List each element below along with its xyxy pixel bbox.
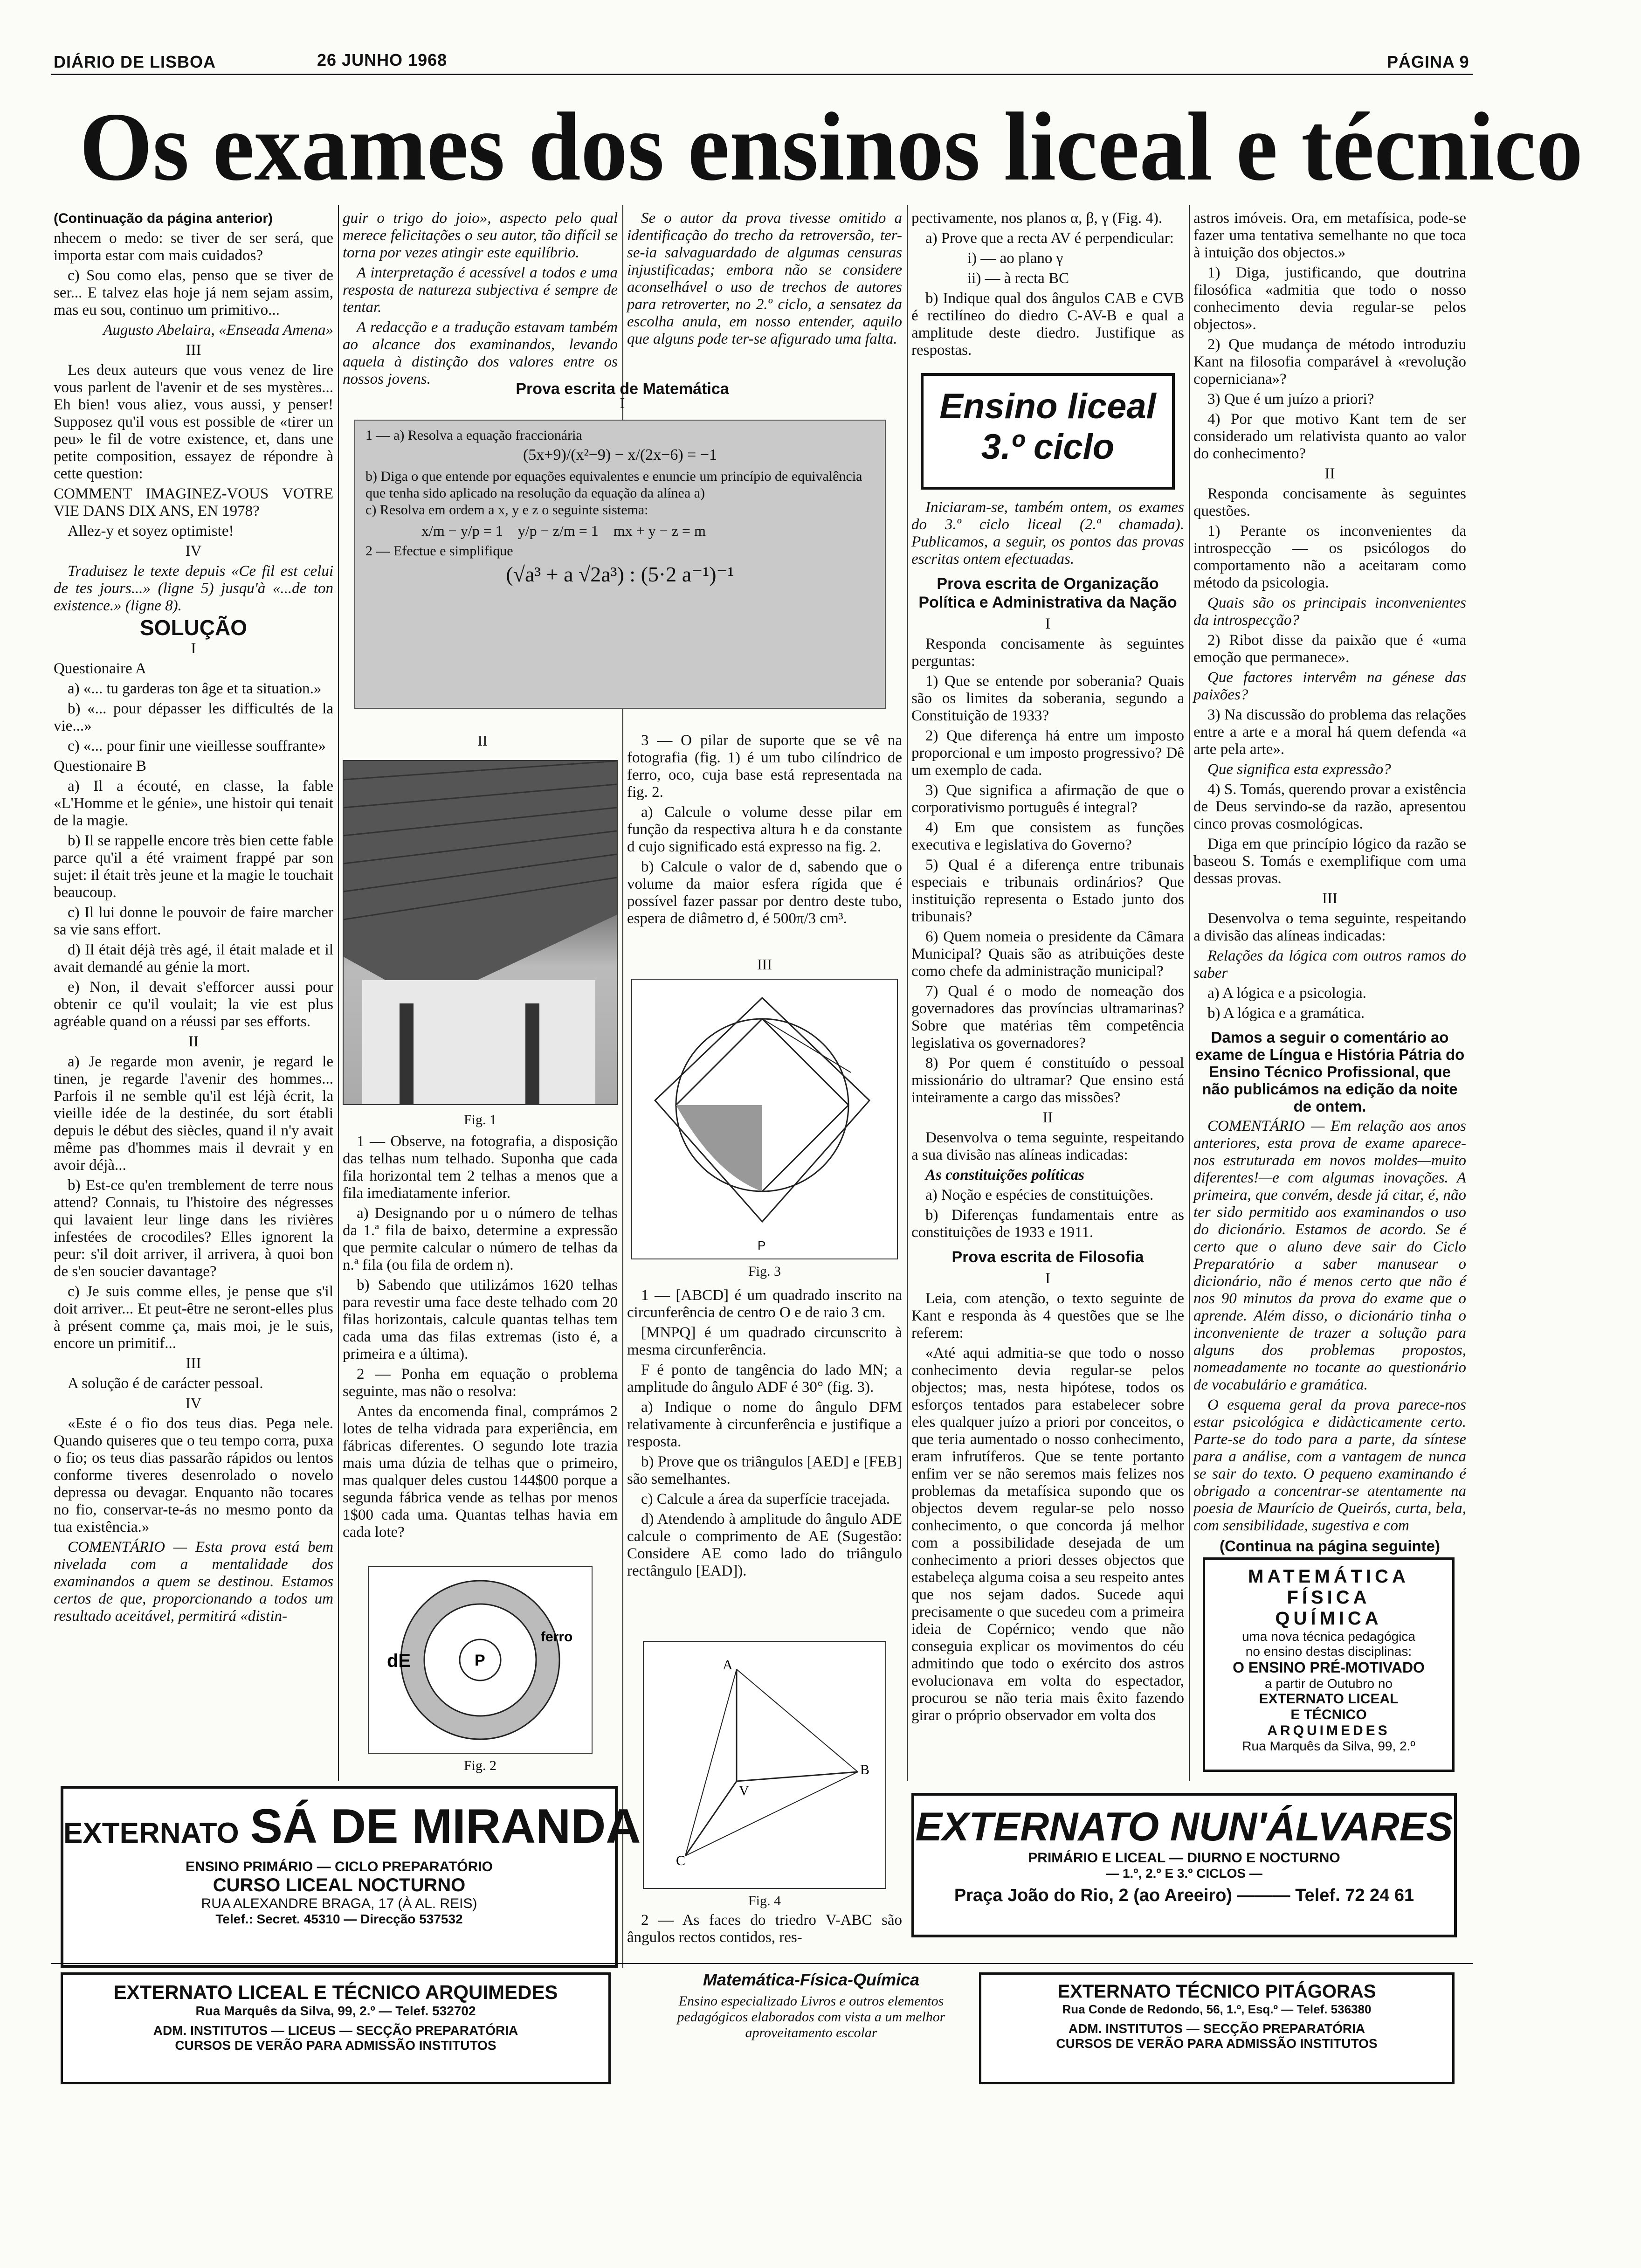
svg-text:dE: dE bbox=[387, 1651, 411, 1671]
ad-title bbox=[63, 1799, 641, 1854]
pipe-cross-section-figure bbox=[368, 1567, 592, 1753]
commentary: COMENTÁRIO — Esta prova está bem nivelada com a mentalidade dos examinandos a quem se destinou. Estamos certos de que, proporcionando a todos um resultado aceitável, permitirá «distin- bbox=[54, 1539, 333, 1625]
ad-line: ADM. INSTITUTOS — LICEUS — SECÇÃO PREPARATÓRIA bbox=[153, 2023, 518, 2038]
question: a) A lógica e a psicologia. bbox=[1207, 985, 1366, 1002]
question: 7) Qual é o modo de nomeação dos governadores das províncias ultramarinas? Sobre que matérias têm competência legislativa os governadores? bbox=[911, 983, 1184, 1051]
question: 3) Que significa a afirmação de que o corporativismo português é integral? bbox=[911, 782, 1184, 816]
paragraph: Traduisez le texte depuis «Ce fil est celui de tes jours...» (ligne 5) jusqu'à «...de ton existence.» (ligne 8). bbox=[54, 563, 333, 614]
svg-text:P: P bbox=[475, 1652, 485, 1669]
question: As constituições políticas bbox=[925, 1167, 1085, 1183]
question: 4) Em que consistem as funções executiva e legislativa do Governo? bbox=[911, 819, 1184, 853]
question: 3) Na discussão do problema das relações entre a arte e a moral há quem defenda «a arte pela arte». bbox=[1193, 706, 1466, 758]
ad-line: uma nova técnica pedagógica bbox=[1241, 1629, 1416, 1644]
question: 4) Por que motivo Kant tem de ser considerado um relativista quanto ao valor do conhecimento? bbox=[1193, 411, 1466, 462]
answer: b) Il se rappelle encore très bien cette fable parce qu'il a été vraiment frappé par son sujet: il était très jeune et la magie le touchait beaucoup. bbox=[54, 832, 333, 901]
ad-line: EXTERNATO LICEAL bbox=[1259, 1691, 1399, 1707]
answer: a) Il a écouté, en classe, la fable «L'Homme et le génie», une histoir qui tenait de la magie. bbox=[54, 778, 333, 829]
svg-text:A: A bbox=[723, 1657, 733, 1673]
trihedron-figure bbox=[643, 1641, 886, 1888]
question: 3) Que é um juízo a priori? bbox=[1207, 391, 1374, 408]
roof-tiles-drawing bbox=[344, 761, 617, 1104]
solution-heading: SOLUÇÃO bbox=[140, 615, 247, 640]
continuation-note: (Continua na página seguinte) bbox=[1219, 1537, 1440, 1555]
paragraph: Les deux auteurs que vous venez de lire vous parlent de l'avenir et de ses mystères... Eh bien! vous aliez, vous aussi, y penser! Supposez qu'il vous est possible de «tirer un peu» le fil de votre existence, et, dans une petite composition, essayez de répondre à cette question: bbox=[54, 362, 333, 482]
section-number: I bbox=[620, 394, 625, 411]
answer: b) Est-ce qu'en tremblement de terre nous attend? Connais, tu l'histoire des négresses qui lavaient leur linge dans les rivières infestées de crocodiles? Elles ignorent la peur: s'il doit arriver, il arrivera, à quoi bon de s'en soucier davantage? bbox=[54, 1177, 333, 1280]
issue-date: 26 JUNHO 1968 bbox=[317, 50, 448, 69]
problem: 1 — Observe, na fotografia, a disposição das telhas num telhado. Suponha que cada fila horizontal tem 2 telhas a menos que a fila imediatamente inferior. bbox=[343, 1133, 618, 1202]
section-number: III bbox=[186, 1355, 201, 1372]
question: 2 — Efectue e simplifique bbox=[365, 543, 513, 559]
ad-title: EXTERNATO TÉCNICO PITÁGORAS bbox=[1057, 1981, 1376, 2002]
ad-title: EXTERNATO LICEAL E TÉCNICO ARQUIMEDES bbox=[113, 1981, 558, 2003]
ad-line: ENSINO PRIMÁRIO — CICLO PREPARATÓRIO bbox=[186, 1859, 493, 1874]
section-number: III bbox=[757, 956, 772, 973]
math-problem-continued bbox=[627, 1912, 902, 1949]
commentary-continued bbox=[627, 210, 902, 364]
question: Responda concisamente às seguintes perguntas: bbox=[911, 636, 1184, 670]
intro: Iniciaram-se, também ontem, os exames do 3.º ciclo liceal (2.ª chamada). Publicamos, a seguir, os pontos das provas escritas ontem efectuadas. bbox=[911, 499, 1184, 567]
section-number: II bbox=[1042, 1109, 1053, 1126]
svg-text:C: C bbox=[676, 1853, 686, 1868]
section-rule bbox=[51, 1963, 1473, 1964]
ad-line: MATEMÁTICA bbox=[1248, 1566, 1409, 1587]
svg-text:P: P bbox=[758, 1238, 766, 1252]
ad-title: Matemática-Física-Química bbox=[703, 1970, 920, 1989]
ad-line: aproveitamento escolar bbox=[745, 2025, 877, 2040]
ad-line: Rua Marquês da Silva, 99, 2.º — Telef. 532702 bbox=[195, 2004, 476, 2018]
section-number: IV bbox=[185, 1395, 202, 1412]
subheading: Questionaire A bbox=[54, 660, 146, 677]
philosophy-and-commentary-column bbox=[1193, 210, 1466, 1553]
math-exam-title: Prova escrita de Matemática bbox=[516, 380, 729, 398]
header-rule bbox=[51, 74, 1473, 75]
ad-mfq-materials bbox=[615, 1970, 1007, 2082]
question: Desenvolva o tema seguinte, respeitando a divisão das alíneas indicadas: bbox=[1193, 910, 1466, 944]
paragraph: pectivamente, nos planos α, β, γ (Fig. 4). bbox=[911, 210, 1163, 227]
math-geometry-problems bbox=[627, 1287, 902, 1641]
answer: b) «... pour dépasser les difficultés de la vie...» bbox=[54, 700, 333, 734]
lead-paragraph: Damos a seguir o comentário ao exame de Língua e História Pátria do Ensino Técnico Profissional, que não publicámos na edição da noite de ontem. bbox=[1195, 1029, 1465, 1115]
section-number: II bbox=[188, 1033, 199, 1050]
citation: Augusto Abelaira, «Enseada Amena» bbox=[103, 322, 333, 339]
answer: c) Il lui donne le pouvoir de faire marcher sa vie sans effort. bbox=[54, 904, 333, 938]
ad-nun-alvares bbox=[911, 1793, 1457, 1937]
problem: F é ponto de tangência do lado MN; a amplitude do ângulo ADF é 30° (fig. 3). bbox=[627, 1362, 902, 1396]
headline: Os exames dos ensinos liceal e técnico bbox=[79, 93, 1583, 201]
circle-square-figure bbox=[632, 979, 897, 1259]
answer: a) Je regarde mon avenir, je regard le tinen, je regarde l'avenir des hommes... Parfois il ne semble qu'il est léjà écrit, la vieille idée de la destinée, du sort établi depuis le début des siècles, quand il n'y avait même pas d'hommes mais il devrait y en avoir déjà... bbox=[54, 1053, 333, 1174]
commentary-continued bbox=[343, 210, 618, 387]
question: Leia, com atenção, o texto seguinte de Kant e responda às 4 questões que se lhe referem: bbox=[911, 1290, 1184, 1341]
paragraph: ii) — à recta BC bbox=[967, 270, 1069, 287]
section-number: I bbox=[1045, 615, 1050, 632]
question: 6) Quem nomeia o presidente da Câmara Municipal? Quais são as atribuições deste como chefe da administração municipal? bbox=[911, 928, 1184, 980]
figure-caption: Fig. 3 bbox=[748, 1264, 781, 1279]
paragraph: A interpretação é acessível a todos e uma resposta de natureza subjectiva é sempre de tentar. bbox=[343, 264, 618, 316]
paragraph: a) Prove que a recta AV é perpendicular: bbox=[925, 230, 1174, 247]
paragraph: Se o autor da prova tivesse omitido a identificação do trecho da retroversão, ter-se-ia salvaguardado de algumas censuras injustificadas; embora não se considere aconselhável o uso de trechos de autores para retroverter, no 2.º ciclo, a sensatez da escolha anula, em nosso entender, aquilo que alguns pode ter-se afigurado uma falta. bbox=[627, 210, 902, 347]
ad-line: CURSO LICEAL NOCTURNO bbox=[213, 1875, 466, 1895]
problem: b) Calcule o valor de d, sabendo que o volume da maior esfera rígida que é possível fazer passar por dentro deste tubo, espera de diâmetro d, é 500π/3 cm³. bbox=[627, 858, 902, 927]
question: Quais são os principais inconvenientes da introspecção? bbox=[1193, 595, 1466, 629]
ad-line: E TÉCNICO bbox=[1290, 1707, 1367, 1722]
section-number: I bbox=[191, 640, 196, 657]
question: Que factores intervêm na génese das paixões? bbox=[1193, 669, 1466, 703]
exam-title: Prova escrita de Filosofia bbox=[952, 1248, 1144, 1266]
question: Responda concisamente às seguintes questões. bbox=[1193, 485, 1466, 519]
ad-line: CURSOS DE VERÃO PARA ADMISSÃO INSTITUTOS bbox=[1056, 2036, 1378, 2051]
ad-line: Rua Conde de Redondo, 56, 1.º, Esq.º — Telef. 536380 bbox=[1062, 2002, 1372, 2016]
svg-text:B: B bbox=[860, 1762, 870, 1777]
problem: Antes da encomenda final, comprámos 2 lotes de telha vidrada para experiência, em fábricas diferentes. O segundo lote trazia mais uma dúzia de telhas que o primeiro, mas qualquer deles custou 144$00 porque a segunda fábrica vende as telhas por menos 1$00 cada uma. Quantas telhas havia em cada lote? bbox=[343, 1403, 618, 1541]
ad-arquimedes bbox=[61, 1972, 611, 2084]
box-title: Ensino liceal bbox=[939, 387, 1156, 426]
question: a) Noção e espécies de constituições. bbox=[925, 1187, 1154, 1203]
paragraph: c) Sou como elas, penso que se tiver de ser... E talvez elas hoje já nem sejam assim, mas eu sou, continuo um primitivo... bbox=[54, 267, 333, 318]
question: c) Resolva em ordem a x, y e z o seguinte sistema: bbox=[365, 502, 648, 518]
problem: b) Prove que os triângulos [AED] e [FEB] são semelhantes. bbox=[627, 1453, 902, 1487]
fig2-drawing bbox=[368, 1567, 592, 1753]
question: 1) Diga, justificando, que doutrina filosófica «admitia que todo o nosso conhecimento devia regular-se pelos objectos». bbox=[1193, 264, 1466, 333]
french-exam-column bbox=[54, 210, 333, 1777]
continuation-note: (Continuação da página anterior) bbox=[54, 211, 273, 226]
svg-text:ferro: ferro bbox=[541, 1629, 573, 1645]
column-rule bbox=[907, 205, 908, 1781]
fig3-drawing bbox=[632, 979, 897, 1259]
problem: d) Atendendo à amplitude do ângulo ADE calcule o comprimento de AE (Sugestão: Considere AE como lado do triângulo rectângulo [EAD]). bbox=[627, 1511, 902, 1579]
ad-pitagoras bbox=[979, 1972, 1455, 2084]
question: Relações da lógica com outros ramos do saber bbox=[1193, 947, 1466, 982]
ad-line: ARQUIMEDES bbox=[1267, 1723, 1390, 1738]
paragraph: b) Indique qual dos ângulos CAB e CVB é rectilíneo do diedro C-AV-B e qual a amplitude deste diedro. Justifique as respostas. bbox=[911, 290, 1184, 359]
answer: A solução é de carácter pessoal. bbox=[68, 1375, 263, 1392]
answer: c) «... pour finir une vieillesse souffrante» bbox=[68, 738, 326, 754]
ad-line: no ensino destas disciplinas: bbox=[1245, 1644, 1412, 1659]
paragraph: guir o trigo do joio», aspecto pelo qual merece felicitações o seu autor, tão difícil se torna por vezes atingir este equilíbrio. bbox=[343, 210, 618, 261]
answer: «Este é o fio dos teus dias. Pega nele. Quando quiseres que o teu tempo corra, puxa o fio; os teus dias passarão rápidos ou lentos conforme tiveres desenrolado o novelo depressa ou devagar. Enquanto não tocares no fio, conservar-te-ás no mesmo ponto da tua existência.» bbox=[54, 1415, 333, 1535]
paragraph: i) — ao plano γ bbox=[967, 250, 1063, 267]
answer: a) «... tu garderas ton âge et ta situation.» bbox=[68, 680, 322, 697]
answer: d) Il était déjà très agé, il était malade et il avait demandé au génie la mort. bbox=[54, 941, 333, 975]
question: 1 — a) Resolva a equação fraccionária bbox=[365, 428, 582, 443]
subheading: Questionaire B bbox=[54, 758, 146, 774]
ad-line: pedagógicos elaborados com vista a um melhor bbox=[677, 2009, 945, 2025]
section-number: I bbox=[1045, 1270, 1050, 1287]
figure-caption: Fig. 1 bbox=[463, 1112, 497, 1127]
paragraph: astros imóveis. Ora, em metafísica, pode-se fazer uma tentativa semelhante no que toca à intuição dos objectos.» bbox=[1193, 210, 1466, 261]
ad-title-part: EXTERNATO bbox=[63, 1817, 239, 1849]
section-number: IV bbox=[185, 543, 202, 560]
question: 1) Perante os inconvenientes da introspecção — os psicólogos do comportamento não a aceitaram como método da psicologia. bbox=[1193, 523, 1466, 591]
commentary: COMENTÁRIO — Em relação aos anos anteriores, esta prova de exame aparece-nos estruturada em novos moldes—muito diferentes!—e com algumas inovações. A primeira, que convém, desde já citar, é, não ter sido permitido aos examinandos o uso do dicionário. Estamos de acordo. Se é certo que o aluno deve sair do Ciclo Preparatório a saber manusear o dicionário, não é menos certo que não é nos 90 minutos da prova do exame que o aprende. Além disso, o dicionário tinha o inconveniente de trazer a solução para alguns dos problemas propostos, nomeadamente no tocante ao questionário de vocabulário e gramática. bbox=[1193, 1118, 1466, 1393]
commentary: O esquema geral da prova parece-nos estar psicológica e didàcticamente certo. Parte-se do todo para a parte, da síntese para a análise, com a vantagem de nunca se sair do texto. O pequeno examinando é obrigado a concentrar-se atentamente na poesia de Maurício de Queirós, curta, bela, com sensibilidade, sugestiva e com bbox=[1193, 1397, 1466, 1534]
question: Que significa esta expressão? bbox=[1207, 761, 1391, 778]
ad-line: ADM. INSTITUTOS — SECÇÃO PREPARATÓRIA bbox=[1068, 2021, 1365, 2036]
ad-line: CURSOS DE VERÃO PARA ADMISSÃO INSTITUTOS bbox=[175, 2038, 496, 2053]
ad-line: — 1.º, 2.º E 3.º CICLOS — bbox=[1106, 1866, 1262, 1881]
problem: 3 — O pilar de suporte que se vê na fotografia (fig. 1) é um tubo cilíndrico de ferro, oco, cuja base está representada na fig. 2. bbox=[627, 732, 902, 801]
problem: b) Sabendo que utilizámos 1620 telhas para revestir uma face deste telhado com 20 filas horizontais, calcule quantas telhas tem cada uma das filas extremas (isto é, a primeira e a última). bbox=[343, 1277, 618, 1362]
ad-line: RUA ALEXANDRE BRAGA, 17 (À AL. REIS) bbox=[201, 1896, 477, 1911]
problem: c) Calcule a área da superfície tracejada. bbox=[641, 1491, 890, 1507]
problem: [MNPQ] é um quadrado circunscrito à mesma circunferência. bbox=[627, 1324, 902, 1358]
section-number: II bbox=[1324, 465, 1335, 482]
ad-line: PRIMÁRIO E LICEAL — DIURNO E NOCTURNO bbox=[1028, 1850, 1340, 1866]
expression: (√a³ + a √2a³) : (5·2 a⁻¹)⁻¹ bbox=[506, 562, 734, 586]
equation: (5x+9)/(x²−9) − x/(2x−6) = −1 bbox=[523, 446, 717, 463]
ad-title: EXTERNATO NUN'ÁLVARES bbox=[915, 1805, 1453, 1849]
question: 4) S. Tomás, querendo provar a existência de Deus servindo-se da razão, apresentou cinco provas cosmológicas. bbox=[1193, 781, 1466, 832]
question: 5) Qual é a diferença entre tribunais especiais e tribunais ordinários? Que instituição representa o Estado junto dos tribunais? bbox=[911, 857, 1184, 925]
exam-title: Prova escrita de Organização Política e Administrativa da Nação bbox=[918, 575, 1177, 611]
paragraph: Allez-y et soyez optimiste! bbox=[68, 523, 234, 539]
roof-photograph bbox=[343, 760, 618, 1105]
section-box-ensino-liceal bbox=[921, 373, 1175, 490]
problem: 2 — As faces do triedro V-ABC são ângulos rectos contidos, res- bbox=[627, 1912, 902, 1946]
problem: 1 — [ABCD] é um quadrado inscrito na circunferência de centro O e de raio 3 cm. bbox=[627, 1287, 902, 1321]
math-problem-end bbox=[911, 210, 1184, 359]
paragraph: COMMENT IMAGINEZ-VOUS VOTRE VIE DANS DIX ANS, EN 1978? bbox=[54, 485, 333, 519]
quotation: «Até aqui admitia-se que todo o nosso conhecimento devia regular-se pelos objectos; mas, nesta hipótese, todos os esforços tentados para estabelecer sobre eles qualquer juízo a priori por conceitos, o que teria aumentado o nosso conhecimento, eram infrutíferos. Que se tente portanto enfim ver se não seremos mais felizes nos problemas da metafísica supondo que os objectos devem regular-se pelo nosso conhecimento, o que concorda já melhor com a possibilidade desejada de um conhecimento a priori desses objectos que estabeleça alguma coisa a seu respeito antes que nos sejam dados. Sucede aqui precisamente o que sucedeu com a primeira ideia de Copérnico; vendo que não conseguia explicar os movimentos do céu admitindo que todo o exército dos astros evolucionava em volta do espectador, procurou se não teria mais êxito fazendo girar o próprio observador em volta dos bbox=[911, 1345, 1184, 1724]
question: 2) Que mudança de método introduziu Kant na filosofia comparável à «revolução coperniciana»? bbox=[1193, 336, 1466, 387]
column-rule bbox=[1189, 205, 1190, 1781]
figure-caption: Fig. 2 bbox=[463, 1758, 497, 1773]
math-questions-image bbox=[354, 420, 886, 709]
math-problems-section-2 bbox=[343, 1133, 618, 1543]
question: 2) Que diferença há entre um imposto proporcional e um imposto progressivo? Dê um exemplo de cada. bbox=[911, 727, 1184, 779]
ad-line: Ensino especializado Livros e outros elementos bbox=[678, 1993, 944, 2009]
ad-line: Rua Marquês da Silva, 99, 2.º bbox=[1242, 1739, 1415, 1753]
ad-line: O ENSINO PRÉ-MOTIVADO bbox=[1233, 1659, 1425, 1676]
problem: a) Calcule o volume desse pilar em função da respectiva altura h e da constante d cujo significado está expresso na fig. 2. bbox=[627, 804, 902, 855]
newspaper-name: DIÁRIO DE LISBOA bbox=[54, 52, 216, 71]
ad-title-part: SÁ DE MIRANDA bbox=[250, 1799, 641, 1853]
ad-line: Telef.: Secret. 45310 — Direcção 537532 bbox=[215, 1912, 463, 1926]
problem: a) Designando por u o número de telhas da 1.ª fila de baixo, determine a expressão que permite calcular o número de telhas da n.ª fila (ou fila de ordem n). bbox=[343, 1205, 618, 1273]
question: b) Diga o que entende por equações equivalentes e enuncie um princípio de equivalência que tenha sido aplicado na resolução da equação da alínea a) bbox=[365, 469, 862, 501]
figure-caption: Fig. 4 bbox=[748, 1893, 781, 1908]
section-number: III bbox=[186, 342, 201, 359]
section-number: II bbox=[477, 732, 488, 749]
box-subtitle: 3.º ciclo bbox=[981, 427, 1115, 467]
ad-line: Praça João do Rio, 2 (ao Areeiro) bbox=[954, 1886, 1233, 1905]
ad-line: a partir de Outubro no bbox=[1265, 1676, 1393, 1691]
question: 2) Ribot disse da paixão que é «uma emoção que permanece». bbox=[1193, 632, 1466, 666]
ad-line: QUÍMICA bbox=[1275, 1608, 1382, 1629]
third-cycle-exams-column bbox=[911, 499, 1184, 1781]
ad-line: FÍSICA bbox=[1287, 1587, 1371, 1608]
question: Diga em que princípio lógico da razão se baseou S. Tomás e exemplifique com uma dessas provas. bbox=[1193, 836, 1466, 887]
fig4-drawing bbox=[643, 1641, 886, 1888]
paragraph: nhecem o medo: se tiver de ser será, que importa estar com mais cuidados? bbox=[54, 230, 333, 264]
question: b) A lógica e a gramática. bbox=[1207, 1005, 1365, 1022]
svg-text:V: V bbox=[739, 1783, 749, 1798]
ad-arquimedes-mfq bbox=[1203, 1557, 1455, 1772]
problem: a) Indique o nome do ângulo DFM relativamente à circunferência e justifique a resposta. bbox=[627, 1399, 902, 1450]
ad-sa-de-miranda bbox=[61, 1786, 641, 1968]
ad-phone: Telef. 72 24 61 bbox=[1295, 1886, 1414, 1905]
answer: e) Non, il devait s'efforcer aussi pour obtenir ce qu'il voulait; la vie est plus agréable quand on a réussi par ses efforts. bbox=[54, 979, 333, 1030]
question: 8) Por quem é constituído o pessoal missionário do ultramar? Que ensino está inteiramente a cargo das missões? bbox=[911, 1055, 1184, 1106]
page-number: PÁGINA 9 bbox=[1387, 52, 1469, 71]
answer: c) Je suis comme elles, je pense que s'il doit arriver... Et peut-être ne seront-elles plus à présent comme ça, mais moi, je le suis, encore un primitif... bbox=[54, 1283, 333, 1352]
problem: 2 — Ponha em equação o problema seguinte, mas não o resolva: bbox=[343, 1366, 618, 1400]
question: b) Diferenças fundamentais entre as constituições de 1933 e 1911. bbox=[911, 1207, 1184, 1241]
math-problem-3 bbox=[627, 732, 902, 942]
column-rule bbox=[338, 205, 339, 1781]
question: Desenvolva o tema seguinte, respeitando a sua divisão nas alíneas indicadas: bbox=[911, 1129, 1184, 1163]
section-number: III bbox=[1322, 890, 1338, 907]
ad-address: Praça João do Rio, 2 (ao Areeiro) ——— Telef. 72 24 61 bbox=[954, 1886, 1414, 1905]
system-of-equations: x/m − y/p = 1 y/p − z/m = 1 mx + y − z = m bbox=[421, 522, 706, 539]
question: 1) Que se entende por soberania? Quais são os limites da soberania, segundo a Constituição de 1933? bbox=[911, 673, 1184, 724]
paragraph: A redacção e a tradução estavam também ao alcance dos examinandos, levando aquela à distinção dos valores entre os nossos jovens. bbox=[343, 319, 618, 387]
